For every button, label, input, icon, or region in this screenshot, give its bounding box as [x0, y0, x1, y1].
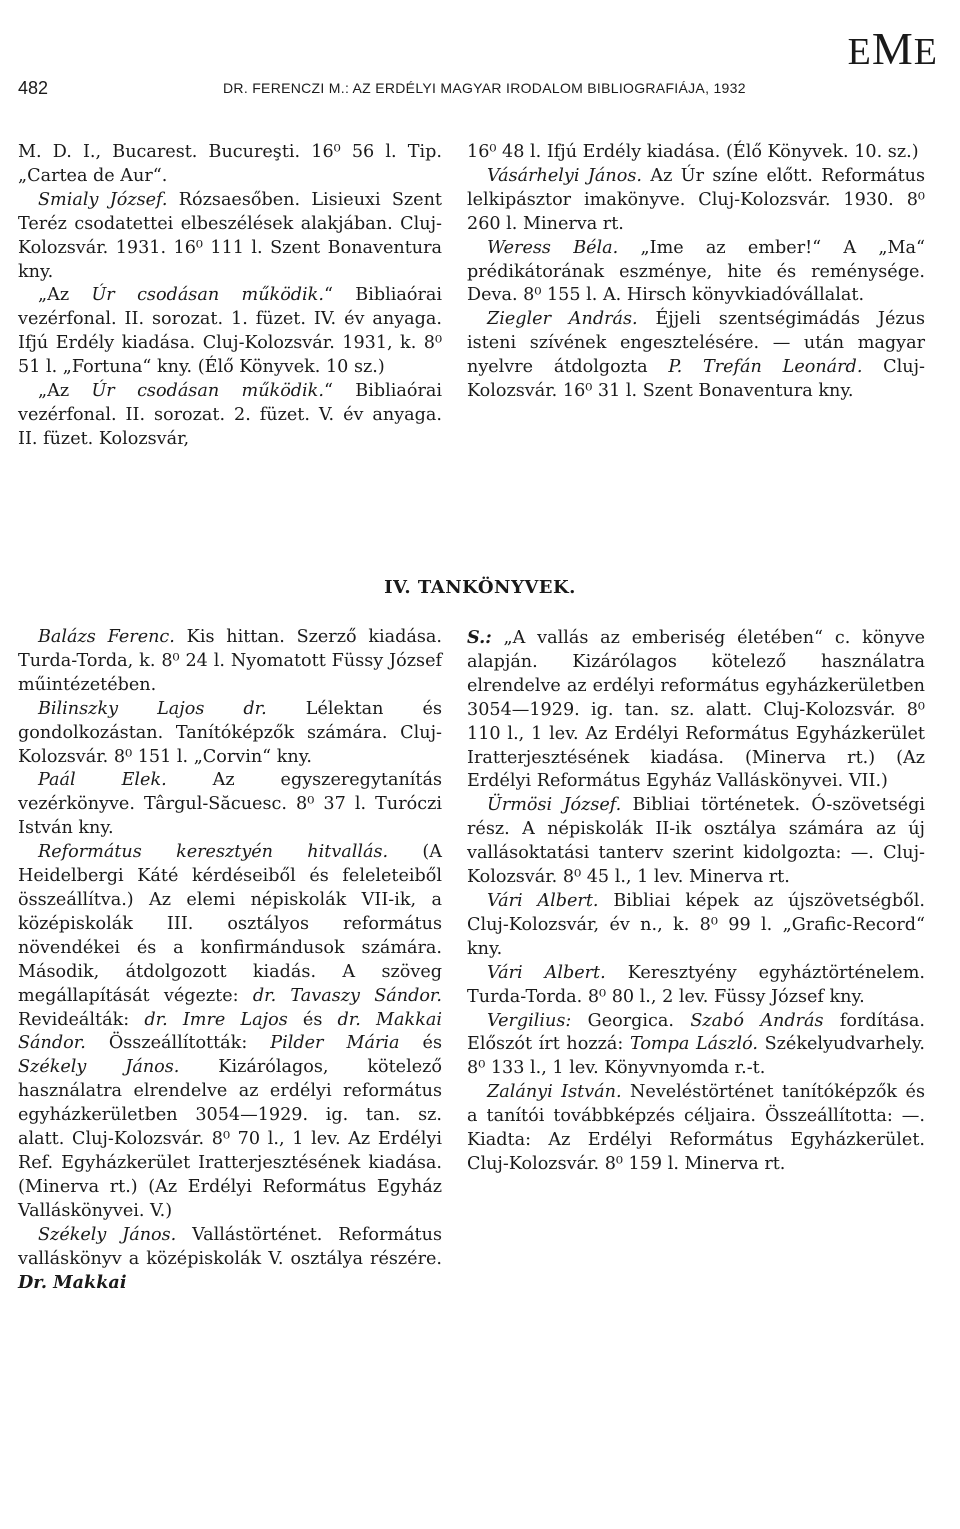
page-number: 482	[18, 78, 49, 98]
entry: Zalányi István. Neveléstörténet tanítóképzők és a tanítói továbbképzés céljaira. Összeállította: —. Kiadta: Az Erdélyi Református Egyházkerület. Cluj-Kolozsvár. 8⁰ 159 l. Minerva rt.	[467, 1082, 925, 1174]
running-title: DR. FERENCZI M.: AZ ERDÉLYI MAGYAR IRODALOM BIBLIOGRAFIÁJA, 1932	[223, 80, 746, 96]
entry: Vári Albert. Keresztyény egyháztörténelem. Turda-Torda. 8⁰ 80 l., 2 lev. Füssy József kny.	[467, 962, 925, 1007]
column-top-left	[18, 141, 442, 452]
entry: Weress Béla. „Ime az ember!“ A „Ma“ prédikátorának eszménye, hite és reménysége. Deva. 8⁰ 155 l. A. Hirsch könyvkiadóvállalat.	[467, 237, 925, 306]
column-bottom-left	[18, 626, 442, 1296]
entry: Vári Albert. Bibliai képek az újszövetségből. Cluj-Kolozsvár, év n., k. 8⁰ 99 l. „Grafic-Record“ kny.	[467, 890, 925, 959]
entry-continuation: S.: „A vallás az emberiség életében“ c. könyve alapján. Kizárólagos kötelező használatra elrendelve az erdélyi református egyházkerületben 3054—1929. ig. tan. sz. alatt. Cluj-Kolozsvár. 8⁰ 110 l., 1 lev. Az Erdélyi Református Egyházkerület Iratterjesztésének kiadása. (Minerva rt.) (Az Erdélyi Református Egyház Valláskönyvei. VII.)	[467, 627, 925, 792]
entry: Vergilius: Georgica. Szabó András fordítása. Előszót írt hozzá: Tompa László. Székelyudvarhely. 8⁰ 133 l., 1 lev. Könyvnyomda r.-t.	[467, 1010, 925, 1079]
entry-continuation: M. D. I., Bucarest. Bucureşti. 16⁰ 56 l. Tip. „Cartea de Aur“.	[18, 142, 442, 186]
entry: „Az Úr csodásan működik.“ Bibliaórai vezérfonal. II. sorozat. 2. füzet. V. év anyaga. II. füzet. Kolozsvár,	[18, 381, 442, 449]
entry: Ürmösi József. Bibliai történetek. Ó-szövetségi rész. A népiskolák II-ik osztálya számára az új vallásoktatási tanterv szerint kidolgozta: —. Cluj-Kolozsvár. 8⁰ 45 l., 1 lev. Minerva rt.	[467, 795, 925, 888]
entry: Balázs Ferenc. Kis hittan. Szerző kiadása. Turda-Torda, k. 8⁰ 24 l. Nyomatott Füssy József műintézetében.	[18, 627, 443, 695]
publisher-logo: EME	[847, 23, 938, 74]
entry: Ziegler András. Éjjeli szentségimádás Jézus isteni szívének engesztelésére. — után magyar nyelvre átdolgozta P. Trefán Leonárd. Cluj-Kolozsvár. 16⁰ 31 l. Szent Bonaventura kny.	[467, 309, 926, 402]
column-bottom-right	[467, 626, 925, 1177]
entry: Vásárhelyi János. Az Úr színe előtt. Református lelkipásztor imakönyve. Cluj-Kolozsvár. 1930. 8⁰ 260 l. Minerva rt.	[467, 165, 926, 234]
entry: „Az Úr csodásan működik.“ Bibliaórai vezérfonal. II. sorozat. 1. füzet. IV. év anyaga. Ifjú Erdély kiadása. Cluj-Kolozsvár. 1931, k. 8⁰ 51 l. „Fortuna“ kny. (Élő Könyvek. 10 sz.)	[18, 285, 442, 378]
section-heading: IV. TANKÖNYVEK.	[384, 577, 576, 598]
entry: Bilinszky Lajos dr. Lélektan és gondolkozástan. Tanítóképzők számára. Cluj-Kolozsvár. 8⁰ 151 l. „Corvin“ kny.	[18, 698, 442, 767]
column-top-right	[467, 141, 925, 404]
entry: Paál Elek. Az egyszeregytanítás vezérkönyve. Târgul-Săcuesc. 8⁰ 37 l. Turóczi István kny.	[18, 770, 442, 839]
entry: Székely János. Vallástörténet. Református valláskönyv a középiskolák V. osztálya részére. Dr. Makkai	[18, 1224, 442, 1294]
entry: Smialy József. Rózsaesőben. Lisieuxi Szent Teréz csodatettei elbeszélések alakjában. Cluj-Kolozsvár. 1931. 16⁰ 111 l. Szent Bonaventura kny.	[18, 189, 442, 282]
entry-continuation: 16⁰ 48 l. Ifjú Erdély kiadása. (Élő Könyvek. 10. sz.)	[467, 142, 919, 162]
entry: Református keresztyén hitvallás. (A Heidelbergi Káté kérdéseiből és feleleteiből összeállítva.) Az elemi népiskolák VII-ik, a középiskolák III. osztályos református növendékei és a konfirmándusok számára. Második, átdolgozott kiadás. A szöveg megállapítását végezte: dr. Tavaszy Sándor. Revideálták: dr. Imre Lajos és dr. Makkai Sándor. Összeállították: Pilder Mária és Székely János. Kizárólagos, kötelező használatra elrendelve az erdélyi református egyházkerületben 3054—1929. ig. tan. sz. alatt. Cluj-Kolozsvár. 8⁰ 70 l., 1 lev. Az Erdélyi Ref. Egyházkerület Iratterjesztésének kiadása. (Minerva rt.) (Az Erdélyi Református Egyház Valláskönyvei. V.)	[18, 842, 442, 1221]
